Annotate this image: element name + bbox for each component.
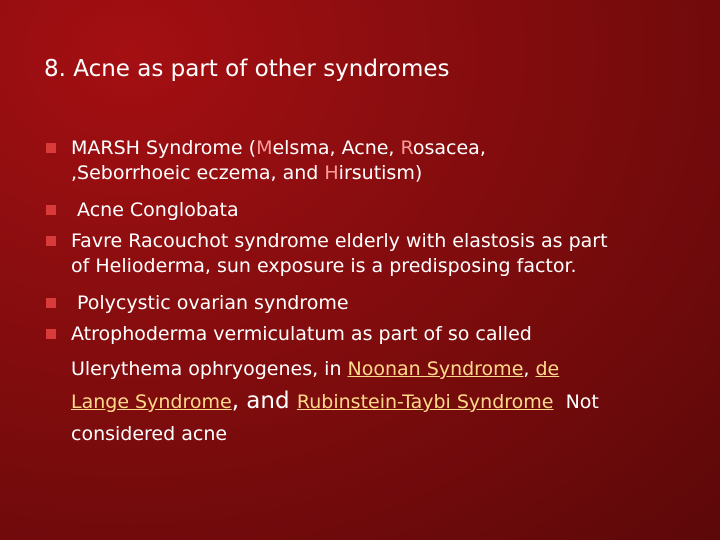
bullet-5-line-2	[71, 357, 559, 381]
text-segment: ,	[71, 162, 78, 184]
bullet-marker	[46, 205, 56, 215]
bullet-marker	[46, 236, 56, 246]
text-segment: elsma,	[272, 137, 342, 159]
bullet-marker	[46, 143, 56, 153]
bullet-4-text: Polycystic ovarian syndrome	[77, 292, 349, 314]
bullet-marker	[46, 298, 56, 308]
bullet-2-text: Acne Conglobata	[71, 199, 239, 221]
text-segment: Not	[553, 391, 599, 413]
acronym-letter-m: M	[256, 137, 273, 159]
text-segment: eborrhoeic eczema, and	[89, 162, 325, 184]
slide-title: 8. Acne as part of other syndromes	[44, 56, 450, 82]
text-segment: , and	[231, 388, 297, 414]
bullet-5-line-3	[71, 389, 599, 414]
link-de-lange-syndrome[interactable]: Lange Syndrome	[71, 391, 232, 413]
bullet-3-line-1: Favre Racouchot syndrome elderly with elastosis as part	[71, 230, 608, 252]
text-segment: irsutism)	[338, 162, 423, 184]
text-segment: ,	[523, 358, 536, 380]
bullet-marker	[46, 329, 56, 339]
bullet-5-line-1: Atrophoderma vermiculatum as part of so called	[71, 323, 532, 345]
text-segment: Ulerythema ophryogenes, in	[71, 358, 348, 380]
bullet-1-line-1	[71, 136, 486, 160]
bullet-5-line-4: considered acne	[71, 423, 228, 445]
acronym-letter-r: R	[400, 137, 413, 159]
acronym-letter-s: S	[77, 162, 90, 184]
bullet-1-line-2	[71, 161, 422, 185]
acronym-letter-h: H	[324, 162, 339, 184]
bullet-3-line-2: of Helioderma, sun exposure is a predisposing factor.	[71, 255, 577, 277]
link-noonan-syndrome[interactable]: Noonan Syndrome	[347, 358, 524, 380]
text-segment: cne,	[354, 137, 401, 159]
text-segment: osacea,	[412, 137, 486, 159]
text-segment: MARSH Syndrome (	[71, 137, 257, 159]
link-rubinstein-taybi-syndrome[interactable]: Rubinstein-Taybi Syndrome	[296, 391, 554, 413]
acronym-letter-a: A	[341, 137, 355, 159]
link-de-lange-syndrome[interactable]: de	[535, 358, 560, 380]
